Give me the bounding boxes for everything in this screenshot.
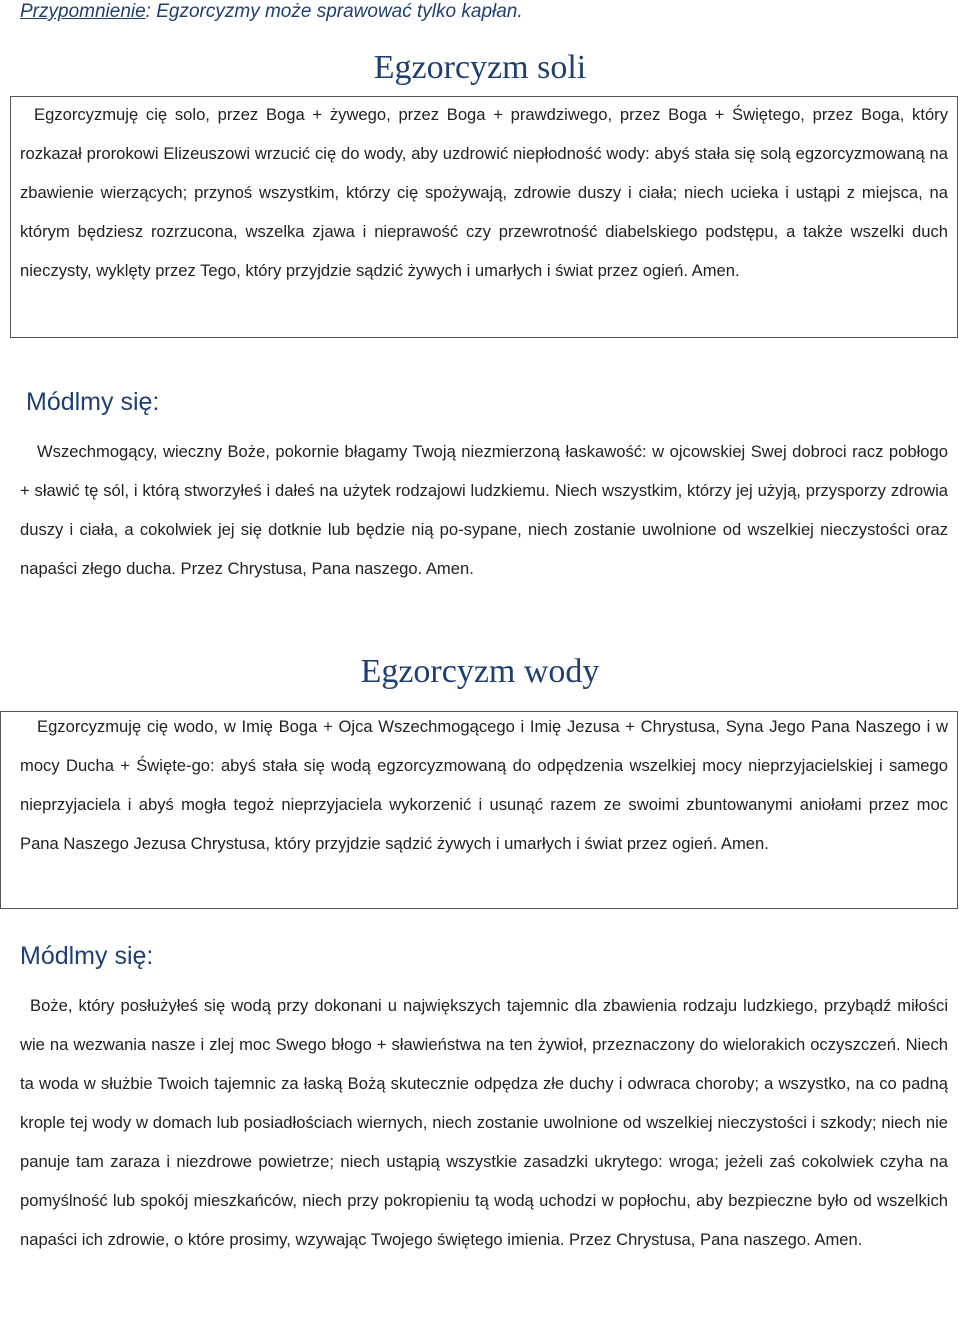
reminder-label: Przypomnienie: [20, 1, 146, 22]
salt-exorcism-text: Egzorcyzmuję cię solo, przez Boga + żywego, przez Boga + prawdziwego, przez Boga + Świętego, przez Boga, który rozkazał prorokowi Elizeuszowi wrzucić cię do wody, aby uzdrowić niepłodność wody: abyś stała się solą egzorcyzmowaną na zbawienie wierzących; przynoś wszystkim, którzy cię spożywają, zdrowie duszy i ciała; niech ucieka i ustąpi z miejsca, na którym będziesz rozrzucona, wszelka zjawa i nieprawość czy przewrotność diabelskiego podstępu, a także wszelki duch nieczysty, wyklęty przez Tego, który przyjdzie sądzić żywych i umarłych i świat przez ogień. Amen.: [20, 105, 948, 280]
water-exorcism-title: Egzorcyzm wody: [360, 653, 600, 690]
water-prayer-title: Módlmy się:: [20, 942, 154, 970]
reminder-text: : Egzorcyzmy może sprawować tylko kapłan.: [145, 1, 523, 22]
water-prayer-text: Boże, który posłużyłeś się wodą przy dokonani u największych tajemnic dla zbawienia rodzaju ludzkiego, przybądź miłości wie na wezwania nasze i zlej moc Swego błogo + sławieństwa na ten żywioł, przeznaczony do wielorakich oczyszczeń. Niech ta woda w służbie Twoich tajemnic za łaską Bożą skutecznie odpędza złe duchy i odwraca choroby; a wszystko, na co padną krople tej wody w domach lub posiadłościach wiernych, niech zostanie uwolnione od wszelkiej nieczystości i szkody; niech nie panuje tam zaraza i niezdrowe powietrze; niech ustąpią wszystkie zasadzki ukrytego: wroga; jeżeli zaś cokolwiek czyha na pomyślność lub spokój mieszkańców, niech przy pokropieniu tą wodą uchodzi w popłochu, aby bezpieczne było od wszelkich napaści ich zdrowie, o które prosimy, wzywając Twojego świętego imienia. Przez Chrystusa, Pana naszego. Amen.: [20, 996, 948, 1249]
salt-prayer-text: Wszechmogący, wieczny Boże, pokornie błagamy Twoją niezmierzoną łaskawość: w ojcowskiej Swej dobroci racz pobłogo + sławić tę sól, i którą stworzyłeś i dałeś na użytek rodzajowi ludzkiemu. Niech wszystkim, którzy jej użyją, przysporzy zdrowia duszy i ciała, a cokolwiek jej się dotknie lub będzie nią po-sypane, niech zostanie uwolnione od wszelkiej nieczystości oraz napaści złego ducha. Przez Chrystusa, Pana naszego. Amen.: [20, 442, 948, 578]
water-exorcism-text: Egzorcyzmuję cię wodo, w Imię Boga + Ojca Wszechmogącego i Imię Jezusa + Chrystusa, Syna Jego Pana Naszego i w mocy Ducha + Święte-go: abyś stała się wodą egzorcyzmowaną do odpędzenia wszelkiej mocy nieprzyjacielskiej i samego nieprzyjaciela i abyś mogła tegoż nieprzyjaciela wykorzenić i usunąć razem ze swoimi zbuntowanymi aniołami przez moc Pana Naszego Jezusa Chrystusa, który przyjdzie sądzić żywych i umarłych i świat przez ogień. Amen.: [20, 717, 948, 853]
salt-prayer-title: Módlmy się:: [26, 388, 160, 416]
reminder-note: [20, 0, 523, 24]
salt-exorcism-title: Egzorcyzm soli: [373, 49, 587, 86]
